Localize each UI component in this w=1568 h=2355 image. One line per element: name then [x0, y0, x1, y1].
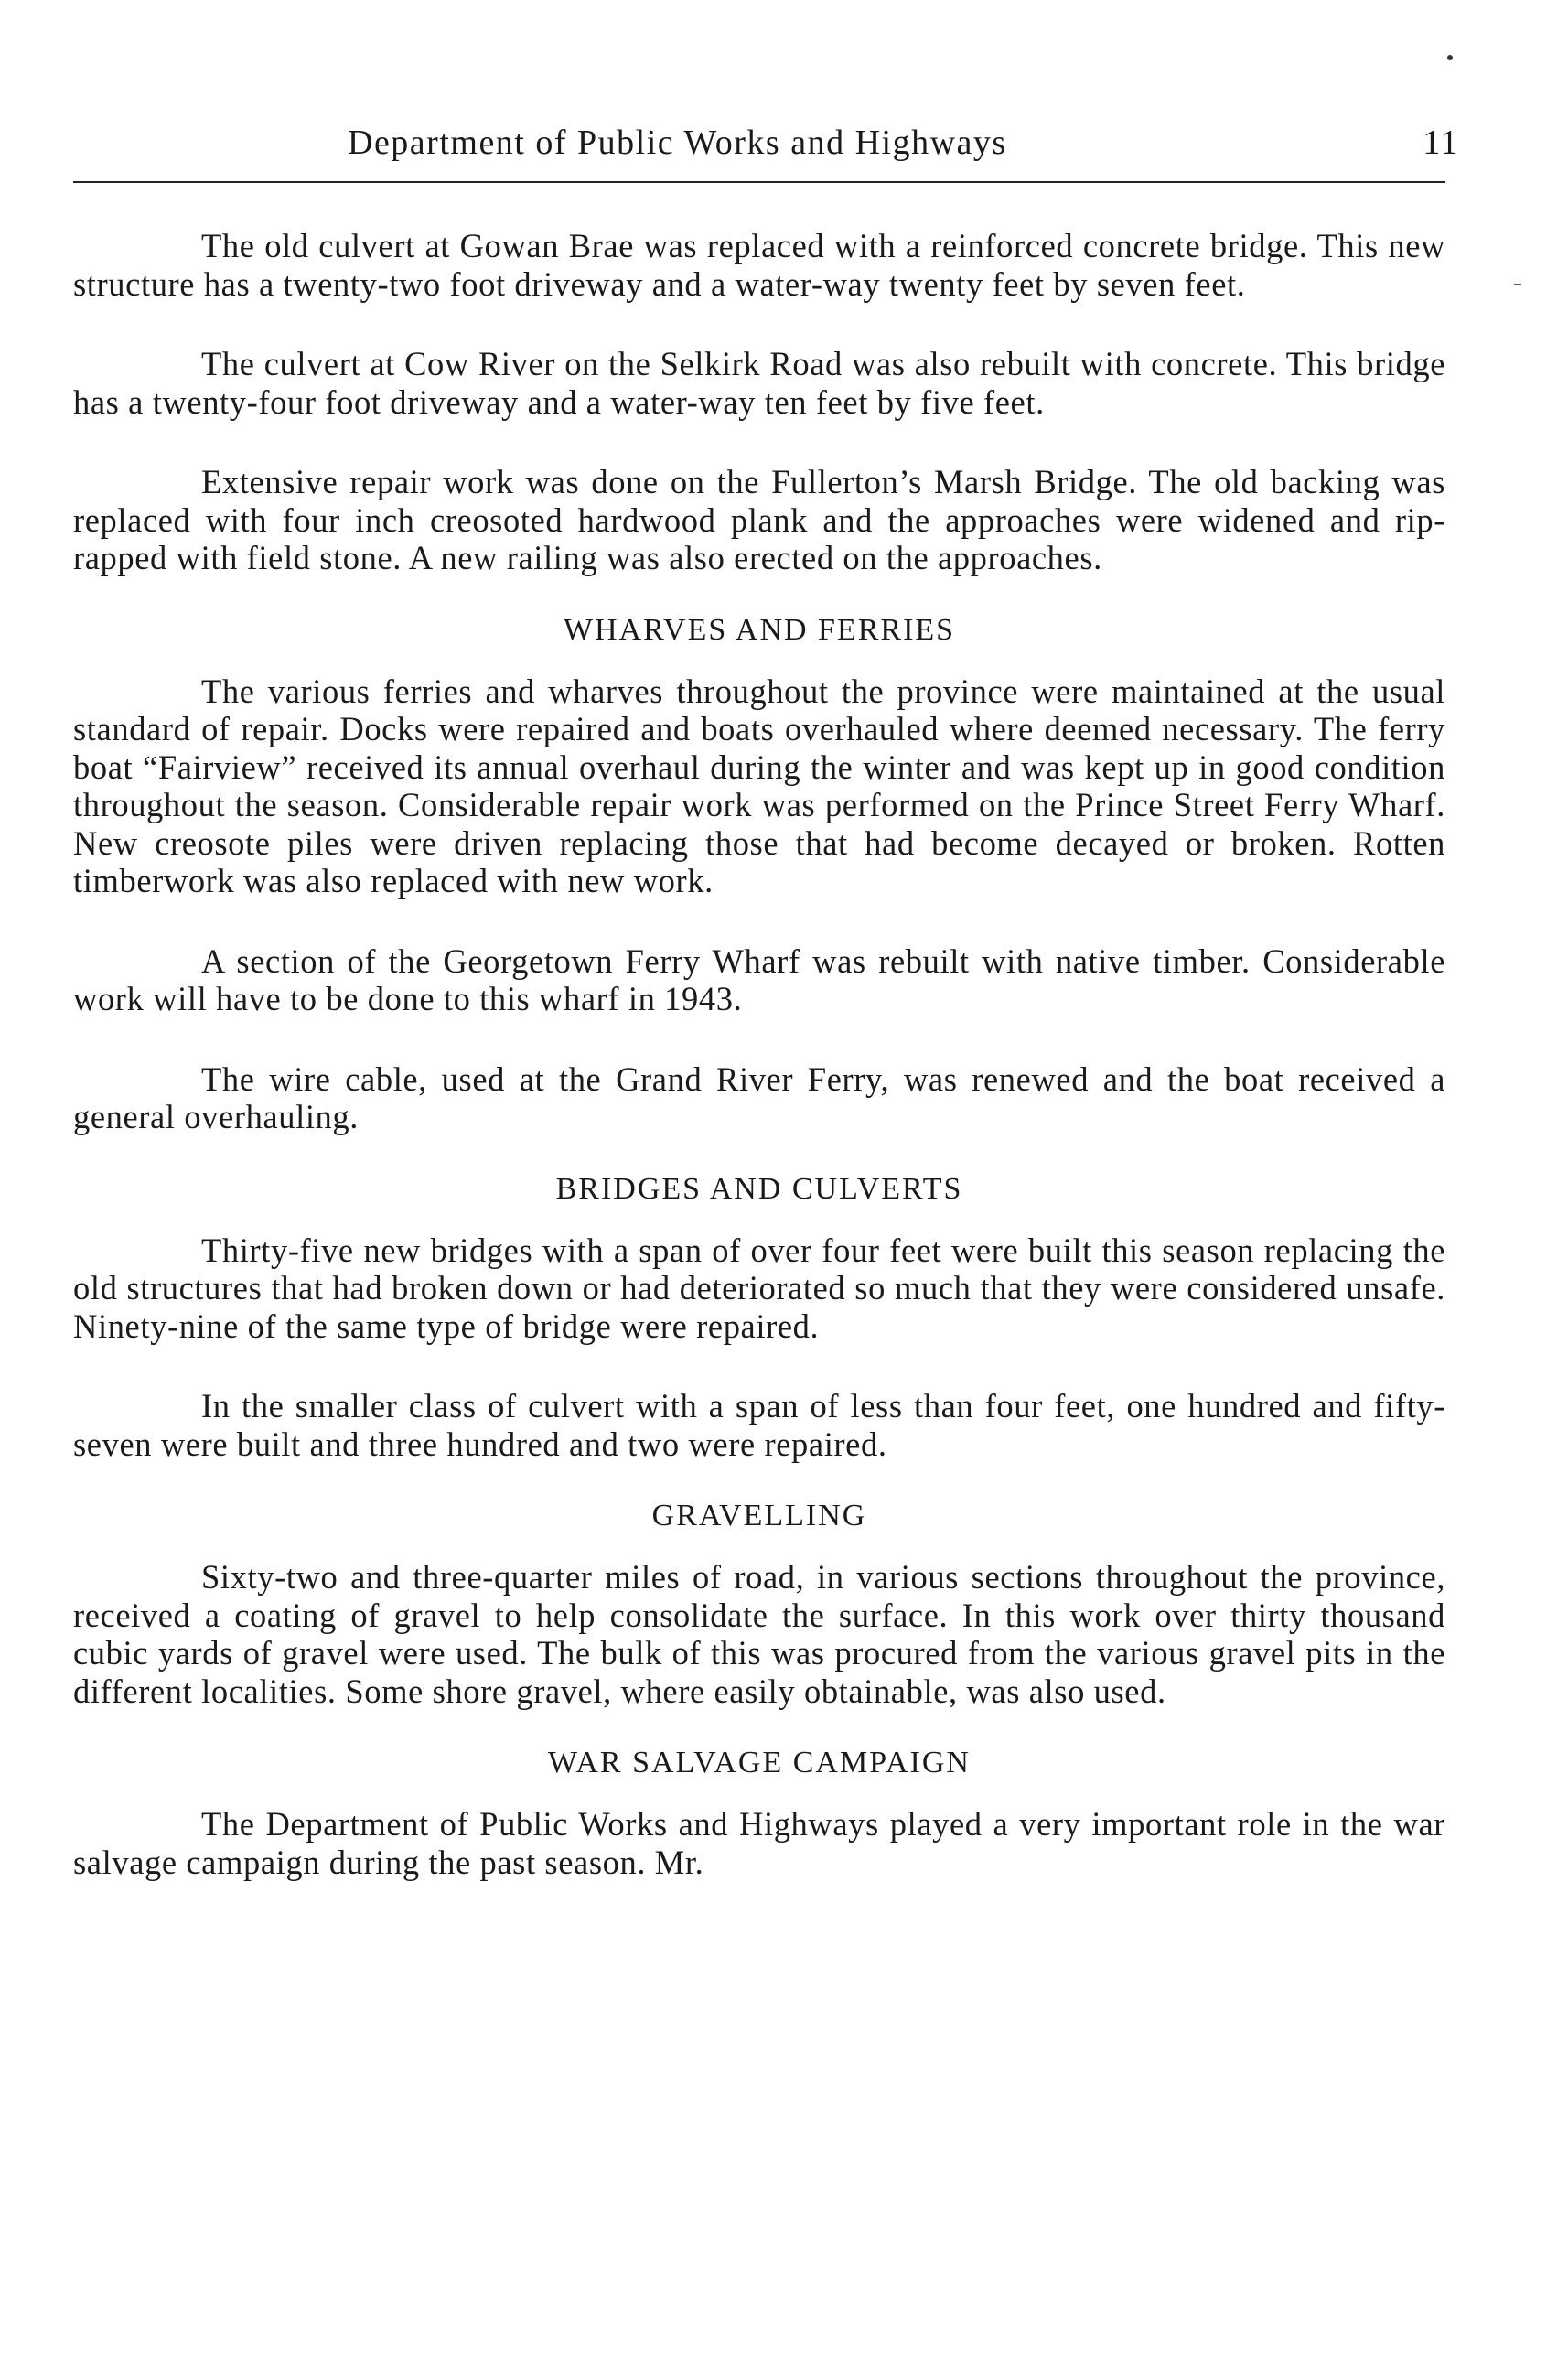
stray-mark	[1447, 55, 1453, 60]
running-header	[73, 117, 1468, 176]
section-heading: BRIDGES AND CULVERTS	[555, 1171, 963, 1206]
section-heading: GRAVELLING	[651, 1499, 867, 1532]
paragraph: Sixty-two and three-quarter miles of road, in various sections throughout the province, received a coating of gravel to help consolidate the surface. In this work over thirty thousand cubic yards of gravel were used. The bulk of this was procured from the various gravel pits in the different localities. Some shore gravel, where easily obtainable, was also used.	[73, 1558, 1445, 1710]
paragraph: The culvert at Cow River on the Selkirk Road was also rebuilt with concrete. This bridge has a twenty-four foot driveway and a water-way ten feet by five feet.	[73, 345, 1445, 421]
paragraph: The wire cable, used at the Grand River Ferry, was renewed and the boat received a general overhauling.	[73, 1059, 1445, 1135]
section-heading: WAR SALVAGE CAMPAIGN	[548, 1746, 971, 1780]
running-title: Department of Public Works and Highways	[348, 124, 1007, 162]
body-text	[73, 227, 1445, 1881]
section-heading: WHARVES AND FERRIES	[563, 612, 956, 647]
page-number: 11	[1423, 124, 1459, 162]
stray-mark	[1514, 284, 1521, 285]
paragraph: Extensive repair work was done on the Fullerton’s Marsh Bridge. The old backing was replaced with four inch creosoted hardwood plank and the approaches were widened and rip-rapped with field stone. A new railing was also erected on the approaches.	[73, 463, 1445, 576]
paragraph: The various ferries and wharves throughout the province were maintained at the usual standard of repair. Docks were repaired and boats overhauled where deemed necessary. The ferry boat “Fairview” received its annual overhaul during the winter and was kept up in good condition throughout the season. Considerable repair work was performed on the Prince Street Ferry Wharf. New creosote piles were driven replacing those that had become decayed or broken. Rotten timberwork was also replaced with new work.	[73, 672, 1445, 899]
paragraph: In the smaller class of culvert with a span of less than four feet, one hundred and fifty-seven were built and three hundred and two were repaired.	[73, 1387, 1445, 1463]
paragraph: The Department of Public Works and Highways played a very important role in the war salvage campaign during the past season. Mr.	[73, 1805, 1445, 1881]
paragraph: A section of the Georgetown Ferry Wharf was rebuilt with native timber. Considerable work will have to be done to this wharf in 1943.	[73, 941, 1445, 1017]
paragraph: Thirty-five new bridges with a span of over four feet were built this season replacing the old structures that had broken down or had deteriorated so much that they were considered unsafe. Ninety-nine of the same type of bridge were repaired.	[73, 1231, 1445, 1345]
header-rule	[73, 181, 1445, 183]
paragraph: The old culvert at Gowan Brae was replaced with a reinforced concrete bridge. This new structure has a twenty-two foot driveway and a water-way twenty feet by seven feet.	[73, 227, 1445, 303]
page	[73, 117, 1468, 1881]
